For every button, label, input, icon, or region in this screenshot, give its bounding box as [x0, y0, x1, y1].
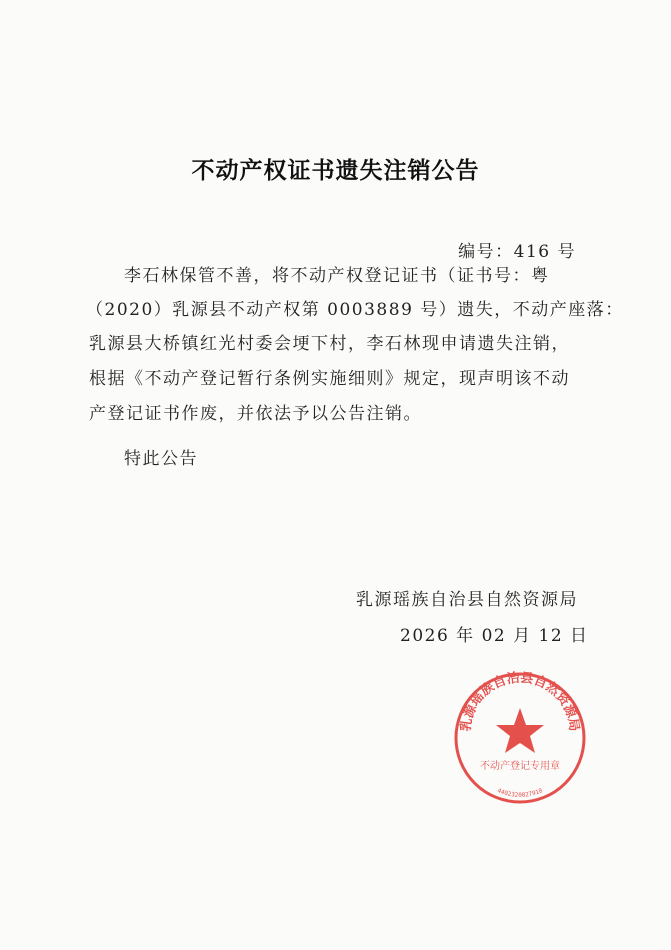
body-line: 乳源县大桥镇红光村委会埂下村，李石林现申请遗失注销，	[89, 334, 570, 354]
body-line: 产登记证书作废，并依法予以公告注销。	[89, 404, 422, 424]
seal-code: 4402320027918	[496, 787, 544, 799]
body-line: 李石林保管不善，将不动产权登记证书（证书号：粤	[124, 266, 550, 286]
announcement-number: 编号：416 号	[458, 242, 576, 262]
seal-inner-text: 不动产登记专用章	[480, 761, 560, 772]
closing-text: 特此公告	[124, 449, 198, 469]
page-title: 不动产权证书遗失注销公告	[191, 157, 480, 184]
seal-outer-text: 乳源瑶族自治县自然资源局	[458, 670, 582, 733]
issuer-name: 乳源瑶族自治县自然资源局	[356, 590, 578, 610]
body-line: （2020）乳源县不动产权第 0003889 号）遗失，不动产座落：	[86, 300, 624, 320]
star-icon	[496, 708, 544, 753]
body-line: 根据《不动产登记暂行条例实施细则》规定，现声明该不动	[89, 369, 570, 389]
issue-date: 2026 年 02 月 12 日	[400, 626, 589, 646]
seal-code-wrap	[496, 787, 544, 799]
official-seal	[450, 668, 590, 808]
